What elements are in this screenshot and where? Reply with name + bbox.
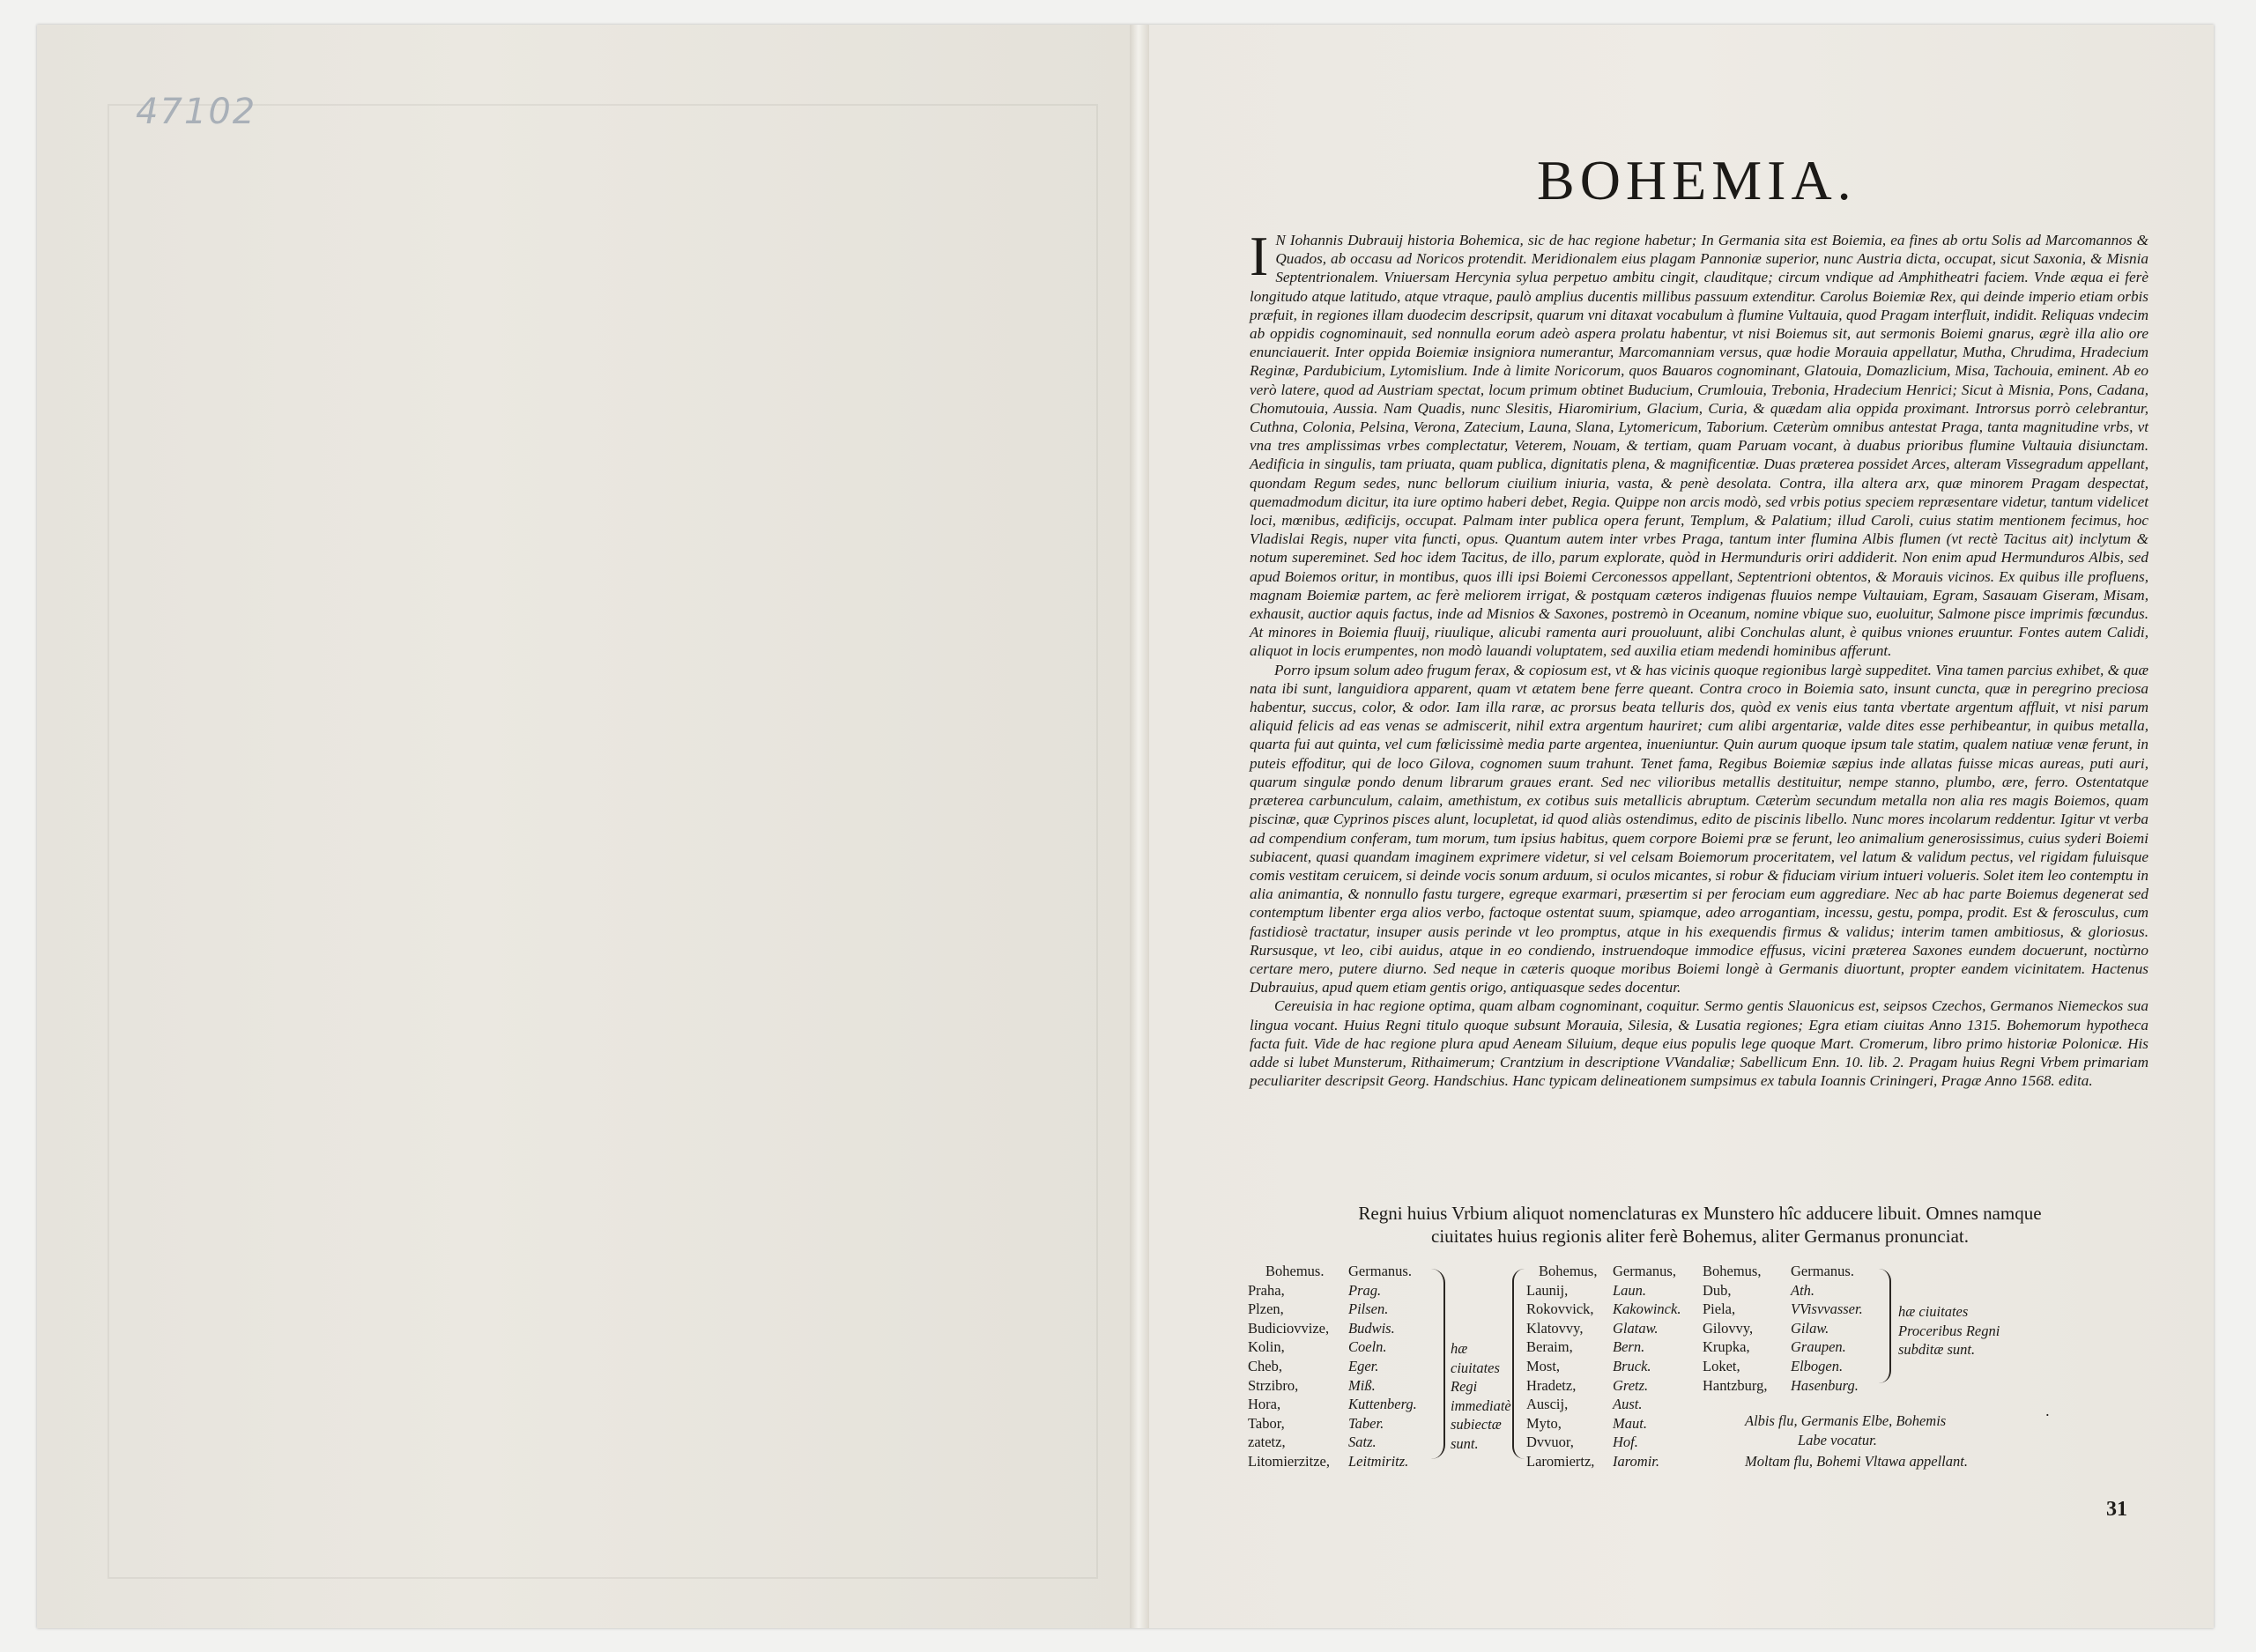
table-cell: Tabor, <box>1248 1414 1285 1432</box>
table-cell: Gilovvy, <box>1703 1319 1754 1337</box>
river-note-albis <box>1745 1411 1974 1449</box>
table-cell: Iaromir. <box>1613 1452 1660 1470</box>
brace-note-3: hæ ciuitates Proceribus Regni subditæ sunt. <box>1898 1303 2000 1359</box>
table-cell: Coeln. <box>1348 1338 1387 1356</box>
table-cell: Bern. <box>1613 1338 1645 1356</box>
table-cell: Miß. <box>1348 1376 1376 1394</box>
table-cell: Gilaw. <box>1791 1319 1829 1337</box>
table-cell: Satz. <box>1348 1433 1377 1451</box>
table-cell: Graupen. <box>1791 1338 1846 1356</box>
table-cell: Prag. <box>1348 1281 1382 1299</box>
table-cell: Piela, <box>1703 1300 1736 1318</box>
table-cell: Plzen, <box>1248 1300 1284 1318</box>
column-header: Germanus, <box>1613 1263 1676 1279</box>
intro-line-1: Regni huius Vrbium aliquot nomenclaturas ex Munstero hîc adducere libuit. Omnes namque <box>1358 1203 2042 1224</box>
brace <box>1431 1269 1445 1459</box>
page-number: 31 <box>2106 1498 2127 1521</box>
nomenclature-intro <box>1255 1202 2145 1248</box>
table-cell: Taber. <box>1348 1414 1384 1432</box>
table-cell: Glataw. <box>1613 1319 1659 1337</box>
table-cell: Hof. <box>1613 1433 1638 1451</box>
drop-cap: I <box>1250 225 1269 287</box>
table-cell: Klatovvy, <box>1526 1319 1584 1337</box>
table-cell: Strzibro, <box>1248 1376 1299 1394</box>
table-cell: Hora, <box>1248 1396 1281 1413</box>
map-show-through <box>108 104 1098 1579</box>
river-note-line: Labe vocatur. <box>1798 1431 1877 1448</box>
table-cell: Dub, <box>1703 1281 1732 1299</box>
column-header: Germanus. <box>1348 1263 1412 1279</box>
bohemus-column <box>1248 1262 1345 1471</box>
table-cell: Myto, <box>1526 1414 1562 1432</box>
table-cell: Hradetz, <box>1526 1376 1577 1394</box>
table-cell: Litomierzitze, <box>1248 1452 1330 1470</box>
river-note-moltam: Moltam flu, Bohemi Vltawa appellant. <box>1745 1453 1968 1470</box>
marginal-mark: ˙ <box>2044 1411 2051 1430</box>
table-cell: Cheb, <box>1248 1357 1282 1374</box>
table-cell: Leitmiritz. <box>1348 1452 1409 1470</box>
table-cell: Bruck. <box>1613 1357 1651 1374</box>
germanus-column <box>1348 1262 1436 1471</box>
river-note-line: Albis flu, Germanis Elbe, Bohemis <box>1745 1412 1947 1429</box>
table-cell: Budwis. <box>1348 1319 1395 1337</box>
intro-line-2: ciuitates huius regionis aliter ferè Bohemus, aliter Germanus pronunciat. <box>1431 1226 1969 1247</box>
table-cell: Auscij, <box>1526 1396 1569 1413</box>
page-title: BOHEMIA. <box>1537 149 1857 211</box>
table-cell: Hasenburg. <box>1791 1376 1859 1394</box>
descriptive-text <box>1250 225 2148 1090</box>
bohemus-column <box>1526 1262 1614 1471</box>
paragraph-3: Cereuisia in hac regione optima, quam albam cognominant, coquitur. Sermo gentis Slauonicus est, seipsos Czechos, Germanos Niemeckos sua lingua vocant. Huius Regni titulo quoque subsunt Morauia, Silesia, & Lusatia regiones; Egra etiam ciuitas Anno 1315. Bohemorum hypotheca facta fuit. Vide de hac regione plura apud Aeneam Siluium, deque eius populis lege quoque Mart. Cromerum, libro primo historiæ Polonicæ. His adde si lubet Munsterum, Rithaimerum; Crantzium in descriptione VVandaliæ; Sabellicum Enn. 10. lib. 2. Pragam huius Regni Vrbem primariam peculiariter descripsit Georg. Handschius. Hanc typicam delineationem sumpsimus ex tabula Ioannis Criningeri, Pragæ Anno 1568. edita. <box>1250 997 2148 1090</box>
right-page <box>1149 25 2214 1628</box>
brace <box>1879 1269 1891 1383</box>
left-page <box>37 25 1130 1628</box>
table-cell: Ath. <box>1791 1281 1815 1299</box>
table-cell: Hantzburg, <box>1703 1376 1768 1394</box>
column-header: Bohemus. <box>1265 1263 1325 1279</box>
germanus-column <box>1613 1262 1692 1471</box>
table-cell: Kakowinck. <box>1613 1300 1681 1318</box>
table-cell: Dvvuor, <box>1526 1433 1574 1451</box>
table-cell: Loket, <box>1703 1357 1740 1374</box>
table-cell: Kolin, <box>1248 1338 1285 1356</box>
table-cell: Launij, <box>1526 1281 1569 1299</box>
column-header: Bohemus, <box>1539 1263 1598 1279</box>
inventory-number: 47102 <box>136 92 257 132</box>
table-cell: zatetz, <box>1248 1433 1286 1451</box>
table-cell: Most, <box>1526 1357 1561 1374</box>
paragraph-1: N Iohannis Dubrauij historia Bohemica, sic de hac regione habetur; In Germania sita est Boiemia, ea fines ab ortu Solis ad Marcomannos & Quados, ab occasu ad Noricos protendit. Meridionalem eius plagam Pannoniæ superior, nunc Austria dicta, occupat, sicut Saxonia, & Misnia Septentrionalem. Vniuersam Hercynia sylua perpetuo ambitu cingit, clauditque; circum vndique ad Amphitheatri faciem. Vnde æqua ei ferè longitudo atque latitudo, atque vtraque, paulò amplius ducentis millibus passuum extenditur. Carolus Boiemiæ Rex, qui deinde imperio etiam orbis præfuit, in regiones illam duodecim descripsit, quarum vni ditaxat vocabulum à flumine Vultauia, quod Pragam interfluit, indidit. Reliquas vndecim ab oppidis cognominauit, sed nonnulla eorum adeò aspera prolatu habentur, vt nisi Boiemus sit, aut sermonis Boiemi gnarus, ægrè illa alio ore enunciauerit. Inter oppida Boiemiæ insigniora numerantur, Marcomanniam versus, quæ hodie Morauia appellatur, Mutha, Chrudima, Hradecium Reginæ, Pardubicium, Lytomislium. Inde à limite Noricorum, quos Bauaros cognominant, Glatouia, Domazlicium, Misa, Tachouia, eminent. Ab eo verò latere, quod ad Austriam spectat, locum primum obtinet Buducium, Crumlouia, Trebonia, Hradecium Henrici; Sicut à Misnia, Pons, Cadana, Chomutouia, Aussia. Nam Quadis, nunc Slesitis, Hiaromirium, Glacium, Curia, & quædam alia oppida proximant. Introrsus porrò celebrantur, Cuthna, Colonia, Pelsina, Verona, Zatecium, Launa, Slana, Lytomericum, Taborium. Cæterùm omnibus antestat Praga, tanta magnitudine vrbs, vt vna tres amplissimas vrbes complectatur, Veterem, Nouam, & tertiam, quam Paruam vocant, à duabus prioribus flumine Vultauia disiunctam. Aedificia in singulis, tam priuata, quam publica, dignitatis plena, & magnificentiæ. Duas præterea possidet Arces, alteram Vissegradum appellant, quondam Regum sedes, nunc bellorum ciuilium iniuria, vasta, & penè desolata. Contra, illa altera arx, quæ minorem Pragam despectat, quemadmodum dicitur, ita iure optimo haberi debet, Regia. Quippe non arcis modò, sed vrbis potius speciem repræsentare videtur, tantum videlicet loci, mœnibus, ædificijs, occupat. Palmam inter publica opera ferunt, Templum, & Palatium; illud Caroli, cuius statim mentionem fecimus, hoc Vladislai Regis, nuper vita functi, opus. Quantum autem inter vrbes Praga, tantum inter flumina Albis flumen (vt rectè Tacitus ait) inclytum & notum supereminet. Sed hoc idem Tacitus, de illo, parum explorate, quòd in Hermunduris oriri addiderit. Non enim apud Hermunduros Albis, sed apud Boiemos oritur, in montibus, quos illi ipsi Boiemi Cerconessos appellant, Septentrioni obtentos, & Morauis vicinos. Ex quibus ille profluens, magnam Boiemiæ partem, ac ferè meliorem irrigat, & postquam cæteros indigenas fluuios nempe Vultauiam, Egram, Sasauam Giseram, Misam, exhausit, auctior aquis factus, inde ad Misnios & Saxones, postremò in Oceanum, nomine vbique suo, euoluitur, Salmone pisce imprimis fœcundus. At minores in Boiemia fluuij, riuulique, alicubi ramenta auri prouoluunt, alibi Conchulas alunt, è quibus vniones eruuntur. Fontes autem Calidi, aliquot in locis erumpentes, non modò lauandi voluptatem, sed auxilia etiam medendi hominibus afferunt. <box>1250 232 2148 660</box>
brace-note-1: hæ ciuitates Regi immediatè subiectæ sunt. <box>1451 1340 1511 1452</box>
paragraph-2: Porro ipsum solum adeo frugum ferax, & copiosum est, vt & has vicinis quoque regionibus largè suppeditet. Vina tamen parcius exhibet, & quæ nata ibi sunt, languidiora apparent, quam vt ætatem bene ferre queant. Contra croco in Boiemia sato, insunt cuncta, quæ in peregrino preciosa habentur, succus, color, & odor. Iam illa raræ, ac prorsus beata telluris dos, quòd ex venis eius tanta vbertate argentum affluit, vt nisi parum aliquid felicis ad eas venas se admiscerit, nihil extra argentum hauriret; cum alibi argentariæ, valde dites esse perhibeantur, in quibus metalla, quarta fui aut quinta, vel cum fœlicissimè media parte argentea, inueniuntur. Quin aurum quoque ipsum tale statim, qualem natiuæ venæ ferunt, in puteis effoditur, qui de loco Gilova, cognomen suum trahunt. Tenet fama, Regibus Boiemiæ sæpius inde allatas fuisse micas aureas, puti auri, quarum singulæ pondo denum librarum graues erant. Sed nec vilioribus metallis destituitur, nempe stanno, plumbo, ære, ferro. Ostentatque præterea carbunculum, calaim, amethistum, ex cotibus suis metallicis abruptum. Cæterùm secundum metalla non alia res magis Boiemos, quam piscinæ, quæ Cyprinos pisces alunt, locupletat, id quod aliàs ostendimus, edito de piscinis libello. Nunc mores incolarum reddentur. Igitur vt verba ad compendium conferam, tum morum, tum ipsius habitus, quem corpore Boiemi præ se ferunt, leo animalium generosissimus, cuius syderi Boiemi subiacent, quasi quandam imaginem exprimere videtur, si vel celsam Boiemorum proceritatem, vel latum & validum pectus, vel rigidam fuluisque comis vestitam ceruicem, si deinde vocis sonum arduum, si oculos micantes, si robur & fiduciam virium intueri volueris. Solet item leo contemptu in alia animantia, & nonnullo fastu turgere, egreque exarmari, præsertim si per ferociam eum aggrediare. Nec ab hac parte Boiemus degenerat sed contemptum libenter erga alios verbo, factoque ostentat suum, spiamque, adeo arrogantiam, incessu, gestu, pompa, prodit. Est & ferosculus, cum fastidiosè tractatur, insuper ausis perinde vt leo promptus, atque in his exequendis firmus & validus; interim tamen ambitiosus, & gloriosus. Rursusque, vt leo, cibi auidus, atque in eo condiendo, instruendoque immodice effusus, vicini præterea Saxones eundem docuerunt, noctùrno certare mero, putere diurno. Sed neque in cæteris quoque moribus Boiemi longè à Germanis diuortunt, propter eandem vicinitatem. Hactenus Dubrauius, apud quem etiam gentis origo, antiquasque sedes docentur. <box>1250 661 2148 996</box>
table-cell: Kuttenberg. <box>1348 1396 1417 1413</box>
table-cell: Laun. <box>1613 1281 1647 1299</box>
table-cell: Elbogen. <box>1791 1357 1844 1374</box>
table-cell: Aust. <box>1613 1396 1643 1413</box>
table-cell: VVisvvasser. <box>1791 1300 1863 1318</box>
germanus-column <box>1791 1262 1879 1395</box>
center-fold <box>1130 25 1149 1628</box>
brace <box>1512 1269 1525 1459</box>
table-cell: Gretz. <box>1613 1376 1649 1394</box>
table-cell: Pilsen. <box>1348 1300 1389 1318</box>
table-cell: Beraim, <box>1526 1338 1573 1356</box>
column-header: Bohemus, <box>1703 1263 1762 1279</box>
table-cell: Eger. <box>1348 1357 1379 1374</box>
bohemus-column <box>1703 1262 1791 1395</box>
table-cell: Maut. <box>1613 1414 1647 1432</box>
table-cell: Budiciovvize, <box>1248 1319 1330 1337</box>
table-cell: Rokovvick, <box>1526 1300 1594 1318</box>
column-header: Germanus. <box>1791 1263 1854 1279</box>
table-cell: Krupka, <box>1703 1338 1750 1356</box>
table-cell: Praha, <box>1248 1281 1285 1299</box>
table-cell: Laromiertz, <box>1526 1452 1595 1470</box>
map-sheet <box>37 25 2214 1628</box>
